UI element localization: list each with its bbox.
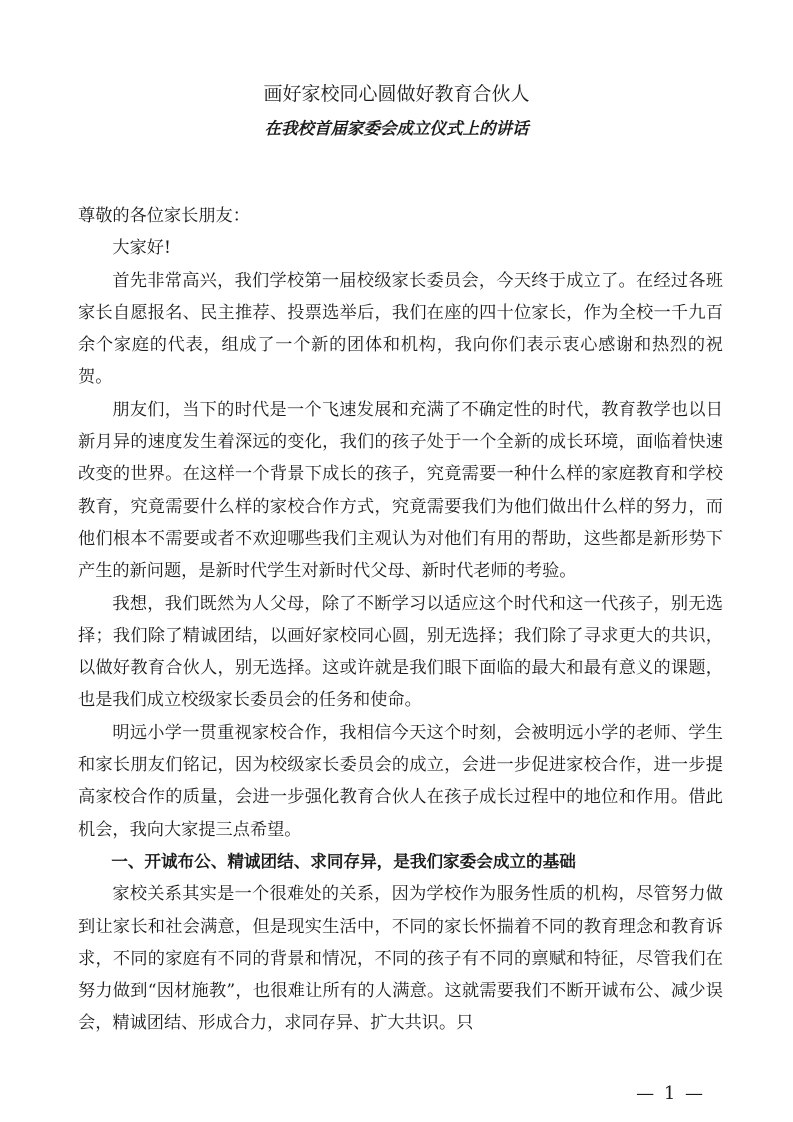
document-subtitle: 在我校首届家委会成立仪式上的讲话 bbox=[264, 119, 529, 138]
greeting: 大家好! bbox=[112, 238, 171, 259]
document-title: 画好家校同心圆做好教育合伙人 bbox=[263, 83, 530, 105]
section-heading: 一、开诚布公、精诚团结、求同存异，是我们家委会成立的基础 bbox=[111, 851, 576, 871]
paragraph: 首先非常高兴，我们学校第一届校级家长委员会，今天终于成立了。在经过各班家长自愿报名、民主推荐、投票选举后，我们在座的四十位家长，作为全校一千九百余个家庭的代表，组成了一个新的团体和机构，我向你们表示衷心感谢和热烈的祝贺。 bbox=[78, 270, 723, 388]
document-body bbox=[78, 200, 723, 1040]
paragraph: 朋友们，当下的时代是一个飞速发展和充满了不确定性的时代，教育教学也以日新月异的速度发生着深远的变化，我们的孩子处于一个全新的成长环境，面临着快速改变的世界。在这样一个背景下成长的孩子，究竟需要一种什么样的家庭教育和学校教育，究竟需要什么样的家校合作方式，究竟需要我们为他们做出什么样的努力，而他们根本不需要或者不欢迎哪些我们主观认为对他们有用的帮助，这些都是新形势下产生的新问题，是新时代学生对新时代父母、新时代老师的考验。 bbox=[78, 399, 723, 582]
section-paragraph: 家校关系其实是一个很难处的关系，因为学校作为服务性质的机构，尽管努力做到让家长和社会满意，但是现实生活中，不同的家长怀揣着不同的教育理念和教育诉求，不同的家庭有不同的背景和情况，不同的孩子有不同的禀赋和特征，尽管我们在努力做到“因材施教”，也很难让所有的人满意。这就需要我们不断开诚布公、减少误会，精诚团结、形成合力，求同存异、扩大共识。只 bbox=[78, 884, 723, 1034]
paragraph: 我想，我们既然为人父母，除了不断学习以适应这个时代和这一代孩子，别无选择；我们除了精诚团结，以画好家校同心圆，别无选择；我们除了寻求更大的共识，以做好教育合伙人，别无选择。这或许就是我们眼下面临的最大和最有意义的课题，也是我们成立校级家长委员会的任务和使命。 bbox=[78, 593, 723, 711]
paragraph: 明远小学一贯重视家校合作，我相信今天这个时刻，会被明远小学的老师、学生和家长朋友们铭记，因为校级家长委员会的成立，会进一步促进家校合作，进一步提高家校合作的质量，会进一步强化教育合伙人在孩子成长过程中的地位和作用。借此机会，我向大家提三点希望。 bbox=[78, 722, 723, 840]
page-number: — 1 — bbox=[636, 1083, 705, 1104]
salutation: 尊敬的各位家长朋友： bbox=[78, 206, 250, 226]
